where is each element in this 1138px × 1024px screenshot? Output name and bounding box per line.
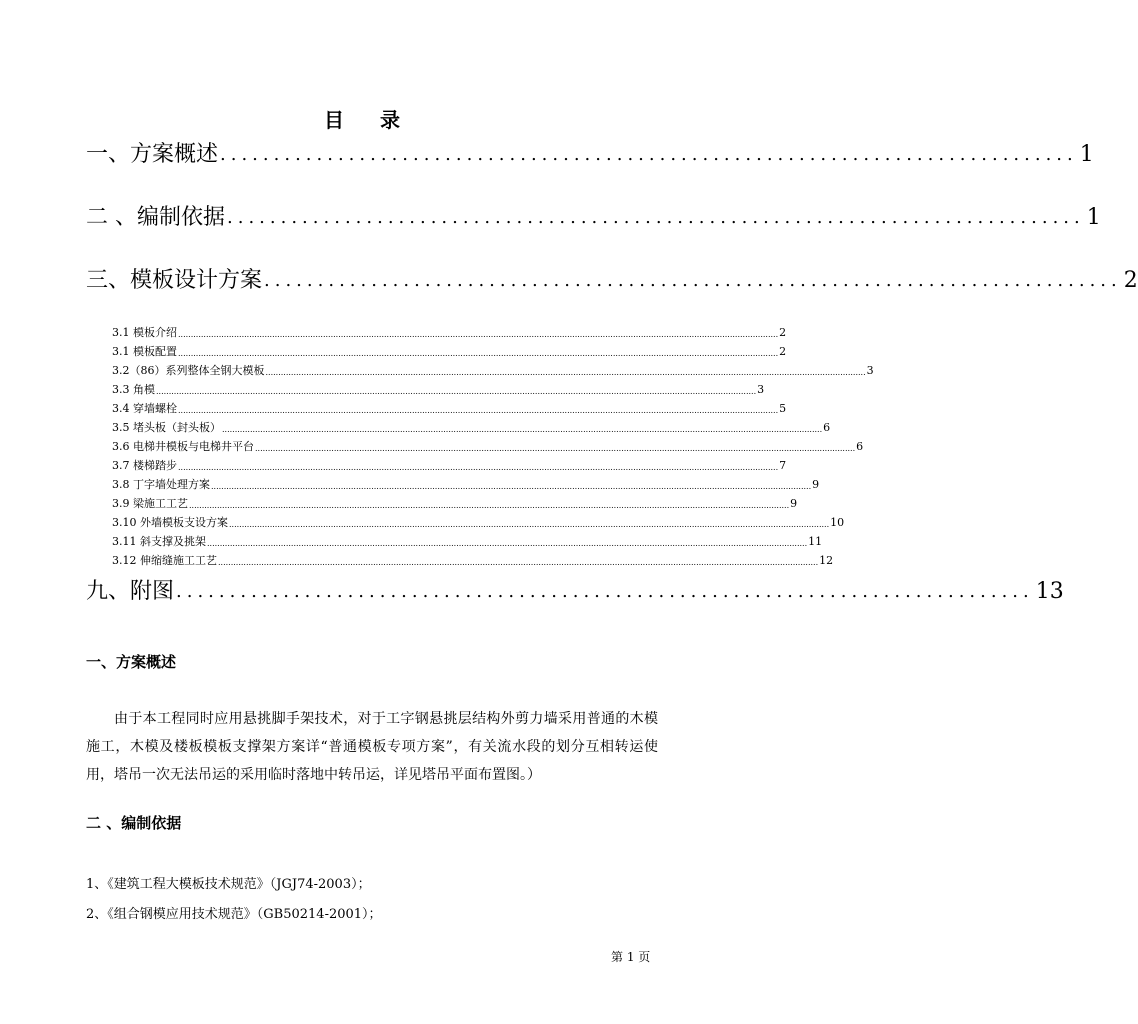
- toc-subentry-label: 3.4 穿墙螺栓: [112, 402, 177, 415]
- toc-subentry-page: 12: [819, 554, 834, 567]
- toc-entry-page: 2: [1123, 268, 1138, 293]
- toc-entry-page: 13: [1035, 579, 1064, 604]
- toc-entry-label: 二 、编制依据: [86, 205, 225, 230]
- toc-subentry-label: 3.8 丁字墙处理方案: [112, 478, 210, 491]
- toc-subentry-page: 2: [779, 326, 787, 339]
- toc-subentry-page: 6: [823, 421, 831, 434]
- toc-subentry-page: 3: [757, 383, 765, 396]
- toc-subentry-page: 6: [856, 440, 864, 453]
- overview-paragraph: 由于本工程同时应用悬挑脚手架技术，对于工字钢悬挑层结构外剪力墙采用普通的木模施工，木模及楼板模板支撑架方案详“普通模板专项方案”，有关流水段的划分互相转运使用，塔吊一次无法吊运的采用临时落地中转吊运，详见塔吊平面布置图。）: [86, 711, 658, 783]
- reference-item: 2、《组合钢模应用技术规范》（GB50214-2001）；: [86, 907, 382, 922]
- reference-item: 1、《建筑工程大模板技术规范》（JGJ74-2003）；: [86, 877, 371, 892]
- toc-subentry[interactable]: [112, 534, 823, 550]
- toc-subentry[interactable]: [112, 363, 874, 379]
- toc-subentry-label: 3.3 角模: [112, 383, 155, 396]
- toc-entry-overview[interactable]: [86, 140, 1094, 170]
- toc-subentry-page: 3: [866, 364, 874, 377]
- toc-entry-label: 一、方案概述: [86, 142, 219, 167]
- toc-leader-dots: ................................................................................: [264, 270, 1122, 291]
- toc-subentry-page: 9: [790, 497, 798, 510]
- toc-subentry-label: 3.1 模板配置: [112, 345, 177, 358]
- toc-title: 目录: [324, 108, 436, 132]
- toc-entry-appendix[interactable]: [86, 577, 1064, 607]
- toc-subentry[interactable]: [112, 477, 820, 493]
- toc-leader-dots: ............................................................................................................................................................................................................................................: [178, 330, 779, 339]
- toc-leader-dots: ................................................................................: [220, 144, 1078, 165]
- toc-subentry-label: 3.10 外墙模板支设方案: [112, 516, 228, 529]
- toc-subentry-page: 2: [779, 345, 787, 358]
- toc-subentry-label: 3.9 梁施工工艺: [112, 497, 188, 510]
- toc-subentry-page: 7: [779, 459, 787, 472]
- toc-leader-dots: ............................................................................................................................................................................................................................................: [218, 558, 819, 567]
- toc-leader-dots: ................................................................................: [176, 581, 1034, 602]
- toc-subentry[interactable]: [112, 401, 787, 417]
- toc-subentry[interactable]: [112, 553, 834, 569]
- toc-subentry-label: 3.12 伸缩缝施工工艺: [112, 554, 217, 567]
- toc-subentry[interactable]: [112, 382, 765, 398]
- section-heading-overview: 一、方案概述: [86, 653, 177, 671]
- toc-leader-dots: ............................................................................................................................................................................................................................................: [222, 425, 823, 434]
- toc-entry-basis[interactable]: [86, 203, 1101, 233]
- toc-leader-dots: ............................................................................................................................................................................................................................................: [189, 501, 790, 510]
- toc-subentry[interactable]: [112, 420, 831, 436]
- toc-leader-dots: ............................................................................................................................................................................................................................................: [211, 482, 812, 491]
- toc-subentry-label: 3.2（86）系列整体全钢大模板: [112, 364, 265, 377]
- toc-subentry-page: 10: [830, 516, 845, 529]
- toc-subentry[interactable]: [112, 496, 798, 512]
- toc-subentry-label: 3.6 电梯井模板与电梯井平台: [112, 440, 254, 453]
- toc-subentry-label: 3.7 楼梯踏步: [112, 459, 177, 472]
- toc-leader-dots: ............................................................................................................................................................................................................................................: [178, 463, 779, 472]
- toc-subentry[interactable]: [112, 325, 787, 341]
- toc-leader-dots: ............................................................................................................................................................................................................................................: [178, 406, 779, 415]
- section-heading-basis: 二 、编制依据: [86, 814, 182, 832]
- toc-leader-dots: ............................................................................................................................................................................................................................................: [255, 444, 856, 453]
- toc-leader-dots: ............................................................................................................................................................................................................................................: [178, 349, 779, 358]
- toc-subentry[interactable]: [112, 439, 864, 455]
- toc-entry-design[interactable]: [86, 266, 1138, 296]
- toc-leader-dots: ................................................................................: [227, 207, 1085, 228]
- toc-subentry-label: 3.1 模板介绍: [112, 326, 177, 339]
- toc-entry-label: 九、附图: [86, 579, 175, 604]
- toc-entry-page: 1: [1086, 205, 1101, 230]
- toc-subentry-label: 3.11 斜支撑及挑架: [112, 535, 206, 548]
- toc-subentry-page: 5: [779, 402, 787, 415]
- toc-leader-dots: ............................................................................................................................................................................................................................................: [207, 539, 808, 548]
- toc-leader-dots: ............................................................................................................................................................................................................................................: [229, 520, 830, 529]
- page-number: 第 1 页: [611, 950, 651, 964]
- toc-leader-dots: ............................................................................................................................................................................................................................................: [156, 387, 757, 396]
- toc-subentry-label: 3.5 堵头板（封头板）: [112, 421, 221, 434]
- toc-leader-dots: ............................................................................................................................................................................................................................................: [265, 368, 866, 377]
- toc-subentry-page: 11: [808, 535, 823, 548]
- toc-subentry[interactable]: [112, 515, 845, 531]
- toc-entry-page: 1: [1079, 142, 1094, 167]
- toc-subentry-page: 9: [812, 478, 820, 491]
- toc-subentry[interactable]: [112, 344, 787, 360]
- toc-subentry[interactable]: [112, 458, 787, 474]
- toc-entry-label: 三、模板设计方案: [86, 268, 263, 293]
